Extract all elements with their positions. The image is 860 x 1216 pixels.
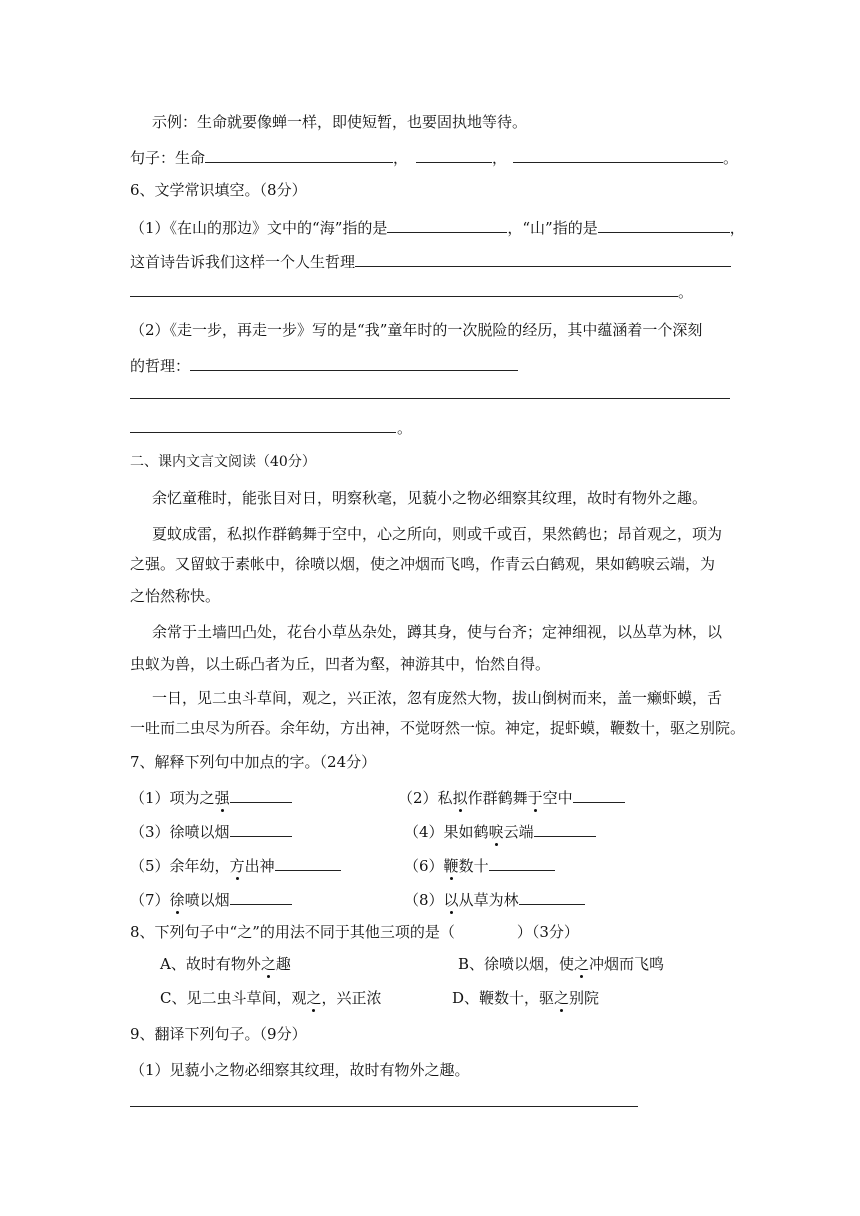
item-text: 项为之 — [169, 789, 215, 807]
q7-item-6 — [404, 854, 555, 876]
dotted-char: 鞭 — [443, 857, 459, 875]
q9-title: 9、翻译下列句子。（9分） — [130, 1025, 307, 1043]
answer-line[interactable] — [130, 1106, 638, 1107]
punct: 。 — [723, 149, 739, 167]
item-text: 徐喷以烟 — [169, 823, 230, 841]
punct: 。 — [397, 419, 413, 437]
dotted-char: 以 — [443, 891, 459, 909]
answer-line[interactable] — [130, 398, 730, 399]
blank[interactable] — [355, 250, 731, 267]
item-num: （7） — [130, 891, 170, 909]
item-num: （6） — [404, 857, 444, 875]
q6-part2-line1: （2）《走一步，再走一步》写的是“我”童年时的一次脱险的经历，其中蕴涵着一个深刻 — [130, 321, 703, 339]
item-text: 出神 — [244, 857, 275, 875]
punct: ， — [393, 149, 409, 167]
q8-title — [130, 922, 579, 942]
passage-p4-l2: 一吐而二虫尽为所吞。余年幼，方出神，不觉呀然一惊。神定，捉虾蟆，鞭数十，驱之别院。 — [130, 719, 746, 737]
q8-text: ）（3分） — [516, 923, 579, 941]
option-text: 趣 — [275, 955, 291, 973]
q7-title: 7、解释下列句中加点的字。（24分） — [130, 753, 377, 771]
q6-text: 这首诗告诉我们这样一个人生哲理 — [130, 253, 356, 271]
blank[interactable] — [416, 146, 492, 163]
blank[interactable] — [230, 888, 292, 905]
example-line: 示例：生命就要像蝉一样，即使短暂，也要固执地等待。 — [152, 113, 528, 131]
item-text: 私 — [437, 789, 453, 807]
answer-line[interactable] — [130, 296, 678, 297]
item-num: （8） — [404, 891, 444, 909]
item-text: 云端 — [503, 823, 534, 841]
q8-option-c[interactable] — [160, 988, 382, 1008]
passage-p4-l1: 一日，见二虫斗草间，观之，兴正浓，忽有庞然大物，拔山倒树而来，盖一癞虾蟆，舌 — [152, 689, 723, 707]
passage-p2-l2: 之强。又留蚊于素帐中，徐喷以烟，使之冲烟而飞鸣，作青云白鹤观，果如鹤唳云端，为 — [130, 555, 716, 573]
dotted-char: 之 — [306, 989, 322, 1007]
q6-text: 的哲理： — [130, 357, 191, 375]
q6-title: 6、文学常识填空。（8分） — [130, 181, 307, 199]
dotted-char: 拟 — [452, 789, 468, 807]
blank[interactable] — [190, 354, 518, 371]
sentence-prefix: 句子：生命 — [130, 149, 206, 167]
blank[interactable] — [230, 786, 292, 803]
passage-p2-l3: 之怡然称快。 — [130, 587, 221, 605]
dotted-char: 于 — [527, 789, 543, 807]
item-num: （2） — [398, 789, 438, 807]
passage-p2-l1: 夏蚊成雷，私拟作群鹤舞于空中，心之所向，则或千或百，果然鹤也；昂首观之，项为 — [152, 525, 723, 543]
blank[interactable] — [205, 146, 393, 163]
item-text: 数十 — [458, 857, 489, 875]
item-text: 从草为林 — [458, 891, 519, 909]
dotted-char: 之 — [554, 989, 570, 1007]
blank[interactable] — [230, 820, 292, 837]
section2-title: 二、课内文言文阅读（40分） — [130, 454, 316, 470]
dotted-char: 徐 — [169, 891, 185, 909]
item-text: 果如鹤 — [443, 823, 489, 841]
item-num: （5） — [130, 857, 170, 875]
q8-option-d[interactable] — [452, 988, 599, 1008]
punct: ， — [729, 219, 745, 237]
item-num: （4） — [404, 823, 444, 841]
dotted-char: 强 — [214, 789, 230, 807]
answer-line[interactable] — [130, 432, 396, 433]
q6-part1-line2 — [130, 250, 731, 272]
q6-part1-line1 — [130, 216, 745, 238]
q8-text: 8、下列句子中“之”的用法不同于其他三项的是（ — [130, 923, 455, 941]
item-num: （1） — [130, 789, 170, 807]
q8-option-a[interactable] — [160, 954, 291, 974]
blank[interactable] — [275, 854, 341, 871]
q7-item-3 — [130, 820, 292, 842]
q9-sentence-1: （1）见藐小之物必细察其纹理，故时有物外之趣。 — [130, 1061, 470, 1079]
q6-text: （1）《在山的那边》文中的“海”指的是 — [130, 219, 388, 237]
item-text: 余年幼， — [169, 857, 230, 875]
option-text: ，兴正浓 — [321, 989, 382, 1007]
sentence-line — [130, 146, 738, 168]
option-text: 别院 — [569, 989, 600, 1007]
blank[interactable] — [387, 216, 507, 233]
blank[interactable] — [489, 854, 555, 871]
q8-option-b[interactable] — [458, 954, 664, 974]
dotted-char: 之 — [574, 955, 590, 973]
item-num: （3） — [130, 823, 170, 841]
dotted-char: 唳 — [488, 823, 504, 841]
q6-part2-line2 — [130, 354, 518, 376]
passage-p1: 余忆童稚时，能张目对日，明察秋毫，见藐小之物必细察其纹理，故时有物外之趣。 — [152, 489, 708, 507]
blank[interactable] — [519, 888, 585, 905]
item-text: 作群鹤舞 — [467, 789, 528, 807]
blank[interactable] — [573, 786, 625, 803]
blank[interactable] — [534, 820, 596, 837]
passage-p3-l2: 虫蚁为兽，以土砾凸者为丘，凹者为壑，神游其中，怡然自得。 — [130, 655, 551, 673]
dotted-char: 方 — [229, 857, 245, 875]
q6-text: ，“山”指的是 — [507, 219, 598, 237]
passage-p3-l1: 余常于土墙凹凸处，花台小草丛杂处，蹲其身，使与台齐；定神细视，以丛草为林，以 — [152, 623, 723, 641]
option-text: A、故时有物外 — [160, 955, 261, 973]
dotted-char: 之 — [260, 955, 276, 973]
q7-item-2 — [398, 786, 625, 808]
blank[interactable] — [513, 146, 723, 163]
q7-item-8 — [404, 888, 585, 910]
q7-item-4 — [404, 820, 596, 842]
punct: ， — [492, 149, 508, 167]
punct: 。 — [678, 283, 694, 301]
q7-item-7 — [130, 888, 292, 910]
item-text: 喷以烟 — [184, 891, 230, 909]
item-text: 空中 — [542, 789, 573, 807]
q7-item-5 — [130, 854, 341, 876]
option-text: B、徐喷以烟，使 — [458, 955, 575, 973]
option-text: D、鞭数十，驱 — [452, 989, 555, 1007]
blank[interactable] — [598, 216, 730, 233]
option-text: 冲烟而飞鸣 — [589, 955, 665, 973]
q7-item-1 — [130, 786, 292, 808]
option-text: C、见二虫斗草间，观 — [160, 989, 307, 1007]
